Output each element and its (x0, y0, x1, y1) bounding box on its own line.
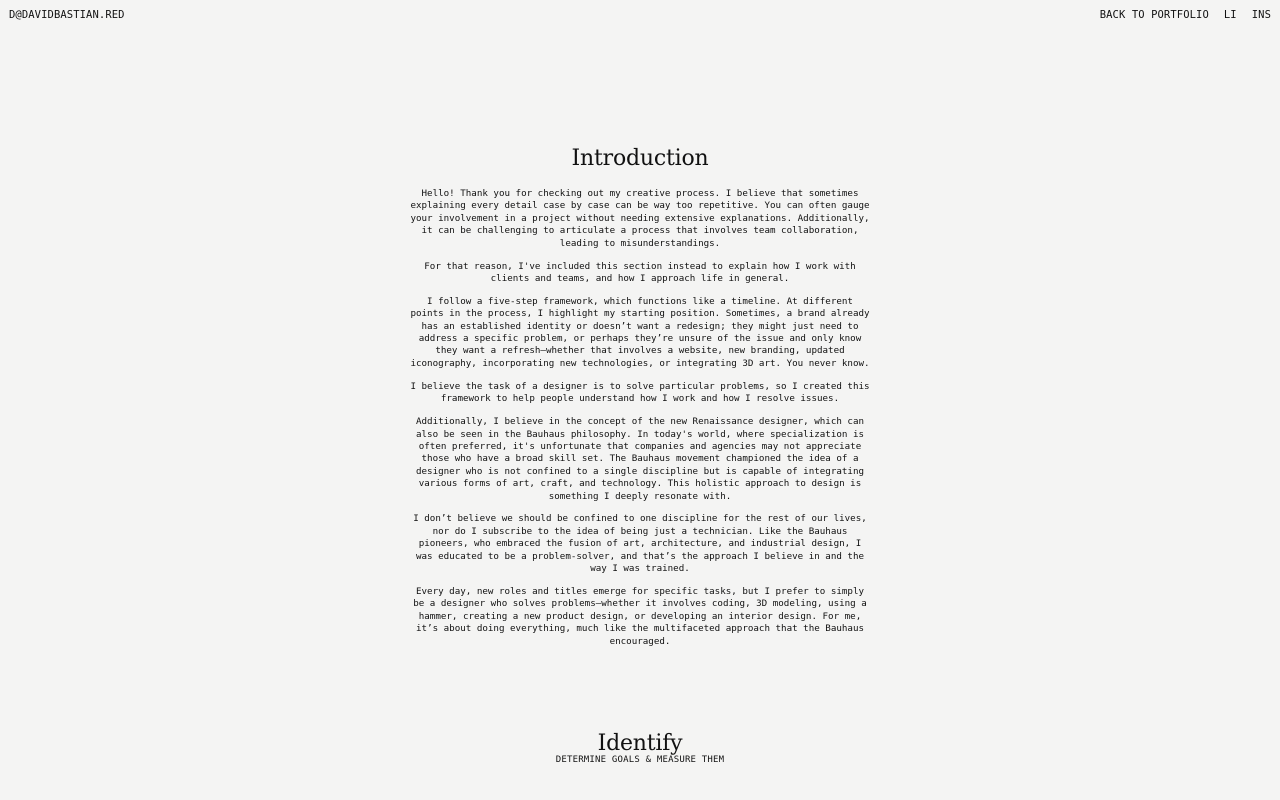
introduction-title: Introduction (571, 146, 709, 171)
instagram-link[interactable]: INS (1251, 9, 1271, 21)
intro-paragraph: I believe the task of a designer is to solve particular problems, so I created this framework to help people understand how I work and how I resolve issues. (410, 380, 870, 405)
intro-paragraph: Additionally, I believe in the concept of the new Renaissance designer, which can also be seen in the Bauhaus philosophy. In today's world, where specialization is often preferred, it's unfortunate that companies and agencies may not appreciate those who have a broad skill set. The Bauhaus movement championed the idea of a designer who is not confined to a single discipline but is capable of integrating various forms of art, craft, and technology. This holistic approach to design is something I deeply resonate with. (415, 416, 865, 502)
identify-subtitle: DETERMINE GOALS & MEASURE THEM (555, 755, 725, 765)
top-nav (1100, 9, 1271, 21)
identify-section (0, 730, 1280, 766)
intro-paragraph: I don’t believe we should be confined to one discipline for the rest of our lives, nor do I subscribe to the idea of being just a technician. Like the Bauhaus pioneers, who embraced the fusion of art, architecture, and industrial design, I was educated to be a problem-solver, and that’s the approach I believe in and the way I was trained. (413, 513, 867, 575)
top-bar (0, 0, 1280, 34)
intro-paragraph: I follow a five-step framework, which functions like a timeline. At different points in the process, I highlight my starting position. Sometimes, a brand already has an established identity or doesn’t want a redesign; they might just need to address a specific problem, or perhaps they’re unsure of the issue and only know they want a refresh—whether that involves a website, new branding, updated iconography, incorporating new technologies, or integrating 3D art. You never know. (410, 295, 870, 369)
email-link[interactable]: D@DAVIDBASTIAN.RED (9, 9, 125, 21)
intro-paragraph: Hello! Thank you for checking out my creative process. I believe that sometimes explaining every detail case by case can be way too repetitive. You can often gauge your involvement in a project without needing extensive explanations. Additionally, it can be challenging to articulate a process that involves team collaboration, leading to misunderstandings. (410, 188, 870, 249)
back-to-portfolio-link[interactable]: BACK TO PORTFOLIO (1099, 9, 1209, 21)
introduction-section (408, 144, 872, 659)
intro-paragraph: Every day, new roles and titles emerge for specific tasks, but I prefer to simply be a designer who solves problems—whether it involves coding, 3D modeling, using a hammer, creating a new product design, or developing an interior design. For me, it’s about doing everything, much like the multifaceted approach that the Bauhaus encouraged. (413, 585, 867, 647)
identify-title: Identify (597, 731, 683, 756)
linkedin-link[interactable]: LI (1223, 9, 1237, 21)
intro-paragraph: For that reason, I've included this section instead to explain how I work with clients and teams, and how I approach life in general. (424, 260, 856, 284)
